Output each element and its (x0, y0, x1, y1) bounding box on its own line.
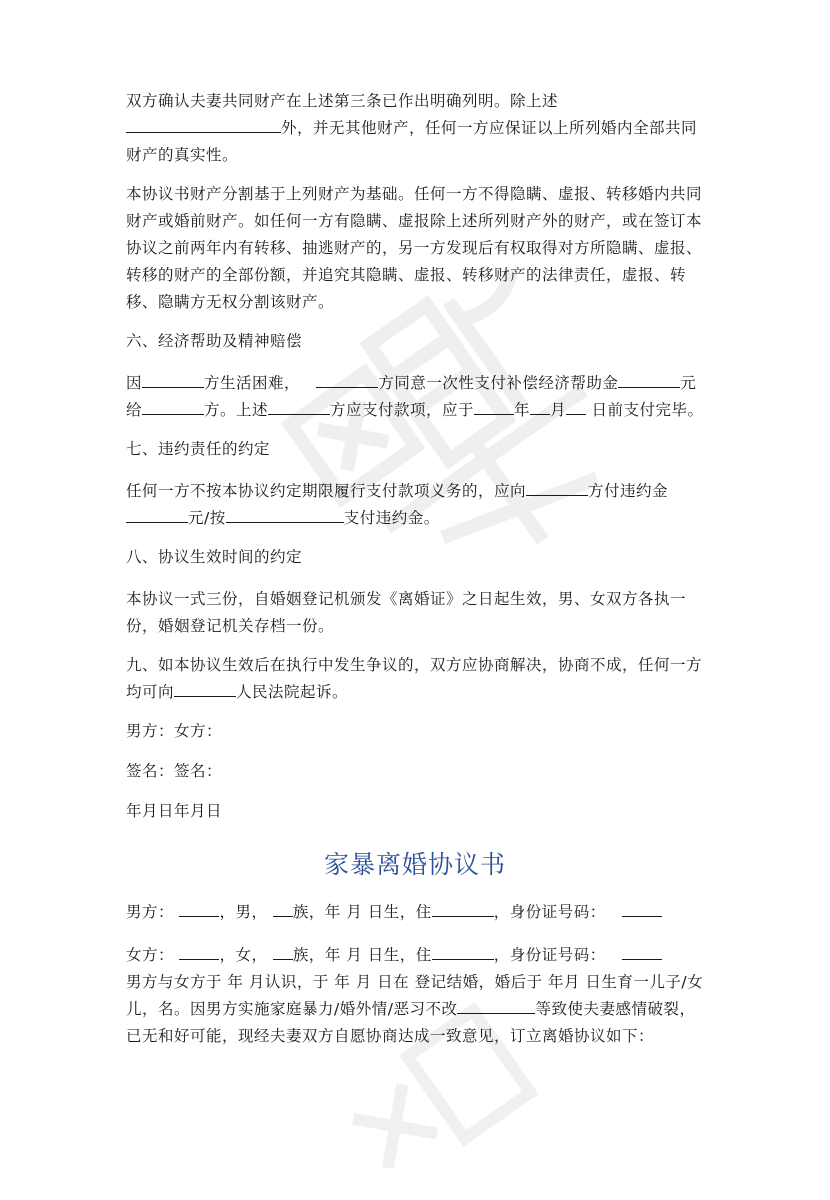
blank-field (432, 900, 494, 917)
blank-field (530, 398, 550, 415)
section6-title: 六、经济帮助及精神赔偿 (126, 332, 303, 350)
intro-paragraph: 男方与女方于 年 月认识，于 年 月 日在 登记结婚，婚后于 年月 日生育一儿子/女儿，名。因男方实施家庭暴力/婚外情/恶习不改 等致使夫妻感情破裂，已无和好可能，现经夫妻双方自愿协商达成一致意见，订立离婚协议如下： (126, 973, 704, 1045)
section7-title: 七、违约责任的约定 (126, 440, 271, 458)
blank-field (126, 506, 188, 523)
blank-field (226, 506, 344, 523)
sign-dates: 年月日年月日 (126, 802, 223, 820)
blank-field (126, 116, 281, 133)
blank-field (268, 398, 330, 415)
section6-body: 因 方生活困难， 方同意一次性支付补偿经济帮助金 元给 方。上述 方应支付款项，应于 年 月 日前支付完毕。 (126, 370, 704, 424)
section9-body: 九、如本协议生效后在执行中发生争议的，双方应协商解决，协商不成，任何一方均可向 人民法院起诉。 (126, 656, 703, 701)
document-body (126, 88, 704, 1062)
blank-field (179, 900, 219, 917)
document-title: 家暴离婚协议书 (323, 850, 506, 879)
blank-field (566, 398, 586, 415)
male-party-line: 男方： ，男， 族，年 月 日生，住 ，身份证号码： (126, 899, 704, 926)
blank-field (526, 479, 588, 496)
blank-field (174, 680, 236, 697)
blank-field (142, 398, 204, 415)
sign-parties: 男方：女方： (126, 722, 223, 740)
blank-field (316, 371, 378, 388)
blank-field (618, 371, 680, 388)
section7-body: 任何一方不按本协议约定期限履行支付款项义务的，应向 方付违约金 元/按 支付违约金。 (126, 478, 704, 532)
blank-field (457, 997, 535, 1014)
female-party-line: 女方： ，女， 族，年 月 日生，住 ，身份证号码： (126, 942, 704, 969)
blank-field (622, 900, 662, 917)
blank-field (622, 943, 662, 960)
section8-body: 本协议一式三份，自婚姻登记机颁发《离婚证》之日起生效，男、女双方各执一份，婚姻登记机关存档一份。 (126, 590, 687, 635)
paragraph-assets-confirm: 双方确认夫妻共同财产在上述第三条已作出明确列明。除上述 外，并无其他财产，任何一方应保证以上所列婚内全部共同财产的真实性。 (126, 92, 698, 164)
blank-field (273, 943, 293, 960)
blank-field (273, 900, 293, 917)
section8-title: 八、协议生效时间的约定 (126, 548, 303, 566)
blank-field (142, 371, 204, 388)
paragraph-assets-basis: 本协议书财产分割基于上列财产为基础。任何一方不得隐瞒、虚报、转移婚内共同财产或婚前财产。如任何一方有隐瞒、虚报除上述所列财产外的财产，或在签订本协议之前两年内有转移、抽逃财产的，另一方发现后有权取得对方所隐瞒、虚报、转移的财产的全部份额，并追究其隐瞒、虚报、转移财产的法律责任，虚报、转移、隐瞒方无权分割该财产。 (126, 185, 703, 311)
blank-field (179, 943, 219, 960)
blank-field (474, 398, 514, 415)
blank-field (432, 943, 494, 960)
sign-names: 签名：签名： (126, 762, 223, 780)
